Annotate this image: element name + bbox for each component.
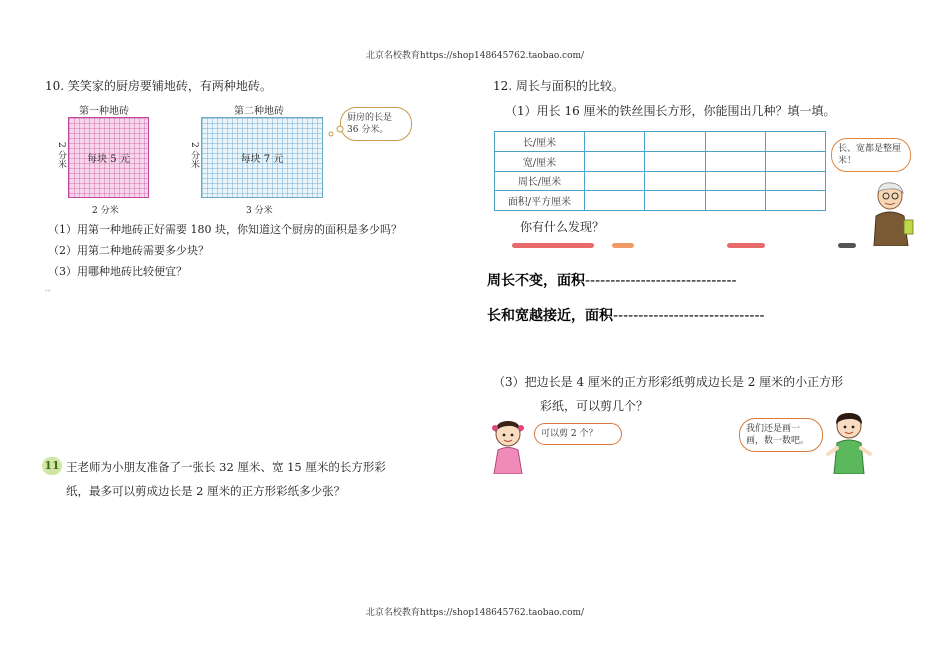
page-footer: 北京名校教育https://shop148645762.taobao.com/ xyxy=(365,608,585,618)
table-cell[interactable] xyxy=(765,151,825,171)
table-row xyxy=(495,171,826,191)
table-row xyxy=(495,191,826,211)
tile2-caption: 第二种地砖 xyxy=(234,106,284,117)
boy-illustration-icon xyxy=(824,410,874,474)
fill-line-2-prompt: 长和宽越接近，面积 xyxy=(487,308,613,324)
table-cell[interactable] xyxy=(585,171,645,191)
table-cell[interactable] xyxy=(765,171,825,191)
fill-line-2 xyxy=(487,305,765,325)
table-cell[interactable] xyxy=(705,171,765,191)
integer-hint-bubble: 长、宽都是整厘米！ xyxy=(831,138,911,172)
decor-strip xyxy=(512,243,594,248)
girl-illustration-icon xyxy=(486,418,532,474)
decor-strip xyxy=(727,243,765,248)
table-cell[interactable] xyxy=(765,132,825,152)
q11-text-line-1: 王老师为小朋友准备了一张长 32 厘米、宽 15 厘米的长方形彩 xyxy=(66,460,386,474)
fill-line-1-prompt: 周长不变，面积 xyxy=(487,273,585,289)
table-cell[interactable] xyxy=(705,132,765,152)
table-cell[interactable] xyxy=(585,132,645,152)
teacher-illustration-icon xyxy=(868,180,914,246)
fill-line-1-blank[interactable]: ------------------------------ xyxy=(585,273,737,289)
q12-discovery-prompt: 你有什么发现？ xyxy=(520,220,605,234)
table-cell[interactable] xyxy=(585,151,645,171)
fill-line-2-blank[interactable]: ------------------------------ xyxy=(613,308,765,324)
tile1-figure xyxy=(68,117,149,198)
decor-strip xyxy=(838,243,856,248)
tile2-side-length: 2 分米 xyxy=(189,142,199,169)
table-cell[interactable] xyxy=(645,151,705,171)
tile1-caption: 第一种地砖 xyxy=(79,106,129,117)
table-cell[interactable] xyxy=(645,191,705,211)
q11-text-line-2: 纸，最多可以剪成边长是 2 厘米的正方形彩纸多少张？ xyxy=(66,484,346,498)
table-cell[interactable] xyxy=(585,191,645,211)
q11-number-badge: 11 xyxy=(42,457,62,475)
fill-line-1 xyxy=(487,270,737,290)
tile2-bottom-length: 3 分米 xyxy=(246,206,273,216)
q12-fill-table xyxy=(494,131,826,211)
table-row-header: 面积/平方厘米 xyxy=(495,191,585,211)
girl-speech-bubble: 可以剪 2 个？ xyxy=(534,423,622,445)
table-cell[interactable] xyxy=(705,151,765,171)
table-row-header: 周长/厘米 xyxy=(495,171,585,191)
tile1-price: 每块 5 元 xyxy=(87,154,130,165)
table-cell[interactable] xyxy=(765,191,825,211)
table-row xyxy=(495,151,826,171)
table-row-header: 宽/厘米 xyxy=(495,151,585,171)
q10-item-2: （2）用第二种地砖需要多少块？ xyxy=(48,244,209,257)
kitchen-length-bubble: 厨房的长是 36 分米。 xyxy=(340,107,412,141)
tile2-figure xyxy=(201,117,323,198)
decor-strip xyxy=(612,243,634,248)
q10-item-3: （3）用哪种地砖比较便宜？ xyxy=(48,265,187,278)
q12-subquestion-3-line-2: 彩纸，可以剪几个？ xyxy=(540,399,649,413)
boy-speech-bubble: 我们还是画一画，数一数吧。 xyxy=(739,418,823,452)
table-cell[interactable] xyxy=(645,171,705,191)
stray-mark: -- xyxy=(45,286,51,295)
table-cell[interactable] xyxy=(645,132,705,152)
table-cell[interactable] xyxy=(705,191,765,211)
q10-title: 10. 笑笑家的厨房要铺地砖，有两种地砖。 xyxy=(45,79,272,93)
bubble-tail-icon xyxy=(322,125,346,139)
tile1-bottom-length: 2 分米 xyxy=(92,206,119,216)
q10-item-1: （1）用第一种地砖正好需要 180 块，你知道这个厨房的面积是多少吗？ xyxy=(48,223,402,236)
q12-subquestion-3-line-1: （3）把边长是 4 厘米的正方形彩纸剪成边长是 2 厘米的小正方形 xyxy=(493,375,844,389)
q12-subquestion-1: （1）用长 16 厘米的铁丝围长方形，你能围出几种？填一填。 xyxy=(505,104,836,118)
table-row xyxy=(495,132,826,152)
page-header: 北京名校教育https://shop148645762.taobao.com/ xyxy=(365,51,585,61)
q12-title: 12. 周长与面积的比较。 xyxy=(493,79,624,93)
tile1-side-length: 2 分米 xyxy=(56,142,66,169)
tile2-price: 每块 7 元 xyxy=(240,154,284,165)
table-row-header: 长/厘米 xyxy=(495,132,585,152)
